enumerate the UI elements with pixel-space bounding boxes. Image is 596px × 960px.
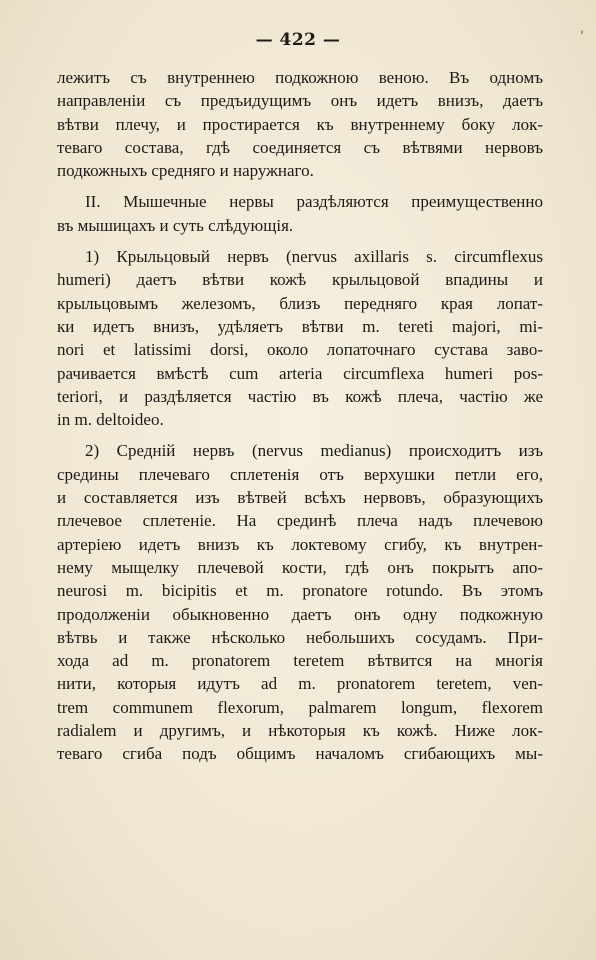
paragraph <box>57 190 543 237</box>
text-line: 2) Средній нервъ (nervus medianus) происходитъ изъ <box>85 441 543 461</box>
text-line: теваго состава, гдѣ соединяется съ вѣтвями нервовъ <box>57 137 543 157</box>
paragraph <box>57 439 543 765</box>
text-line: neurosi m. bicipitis et m. pronatore rotundo. Въ этомъ <box>57 581 543 601</box>
page-number: — 422 — <box>255 30 341 50</box>
text-line: 1) Крыльцовый нервъ (nervus axillaris s. circumflexus <box>85 247 543 267</box>
text-line: и составляется изъ вѣтвей всѣхъ нервовъ, образующихъ <box>57 488 543 508</box>
paragraph <box>57 66 543 182</box>
text-line: средины плечеваго сплетенія отъ верхушки петли его, <box>57 464 543 484</box>
text-line: нити, которыя идутъ ad m. pronatorem teretem, ven- <box>57 674 543 694</box>
text-line: теваго сгиба подъ общимъ началомъ сгибающихъ мы- <box>57 744 543 764</box>
text-line: рачивается вмѣстѣ cum arteria circumflexa humeri pos- <box>57 363 543 383</box>
text-line: направленіи съ предъидущимъ онъ идетъ внизъ, даетъ <box>57 91 543 111</box>
text-line: вѣтвь и также нѣсколько небольшихъ сосудамъ. При- <box>57 627 543 647</box>
text-line: вѣтви плечу, и простирается къ внутреннему боку лок- <box>57 114 543 134</box>
body-text <box>57 66 543 766</box>
text-line: нему мыщелку плечевой кости, гдѣ онъ покрытъ апо- <box>57 557 543 577</box>
text-line: хода ad m. pronatorem teretem вѣтвится на многія <box>57 651 543 671</box>
text-line: radialem и другимъ, и нѣкоторыя къ кожѣ. Ниже лок- <box>57 721 543 741</box>
text-line: артеріею идетъ внизъ къ локтевому сгибу, къ внутрен- <box>57 534 543 554</box>
text-line: nori et latissimi dorsi, около лопаточнаго сустава заво- <box>57 340 543 360</box>
text-line: humeri) даетъ вѣтви кожѣ крыльцовой впадины и <box>57 270 543 290</box>
paragraph-gap <box>57 237 543 245</box>
text-line: II. Мышечные нервы раздѣляются преимущественно <box>85 192 543 212</box>
text-line: in m. deltoideo. <box>57 410 164 430</box>
paragraph-gap <box>57 431 543 439</box>
text-line: ки идетъ внизъ, удѣляетъ вѣтви m. tereti majori, mi- <box>57 316 543 336</box>
text-line: teriori, и раздѣляется частію въ кожѣ плеча, частію же <box>57 386 543 406</box>
text-line: trem communem flexorum, palmarem longum, flexorem <box>57 697 543 717</box>
text-line: продолженіи обыкновенно даетъ онъ одну подкожную <box>57 604 543 624</box>
text-line: лежитъ съ внутреннею подкожною веною. Въ одномъ <box>57 68 543 87</box>
paragraph-gap <box>57 182 543 190</box>
paragraph <box>57 245 543 431</box>
text-line: плечевое сплетеніе. На срединѣ плеча надъ плечевою <box>57 511 543 531</box>
text-line: подкожныхъ средняго и наружнаго. <box>57 161 314 181</box>
text-line: въ мышицахъ и суть слѣдующія. <box>57 215 294 235</box>
text-line: крыльцовымъ железомъ, близъ передняго края лопат- <box>57 293 543 313</box>
corner-mark: ʹ <box>580 30 584 46</box>
